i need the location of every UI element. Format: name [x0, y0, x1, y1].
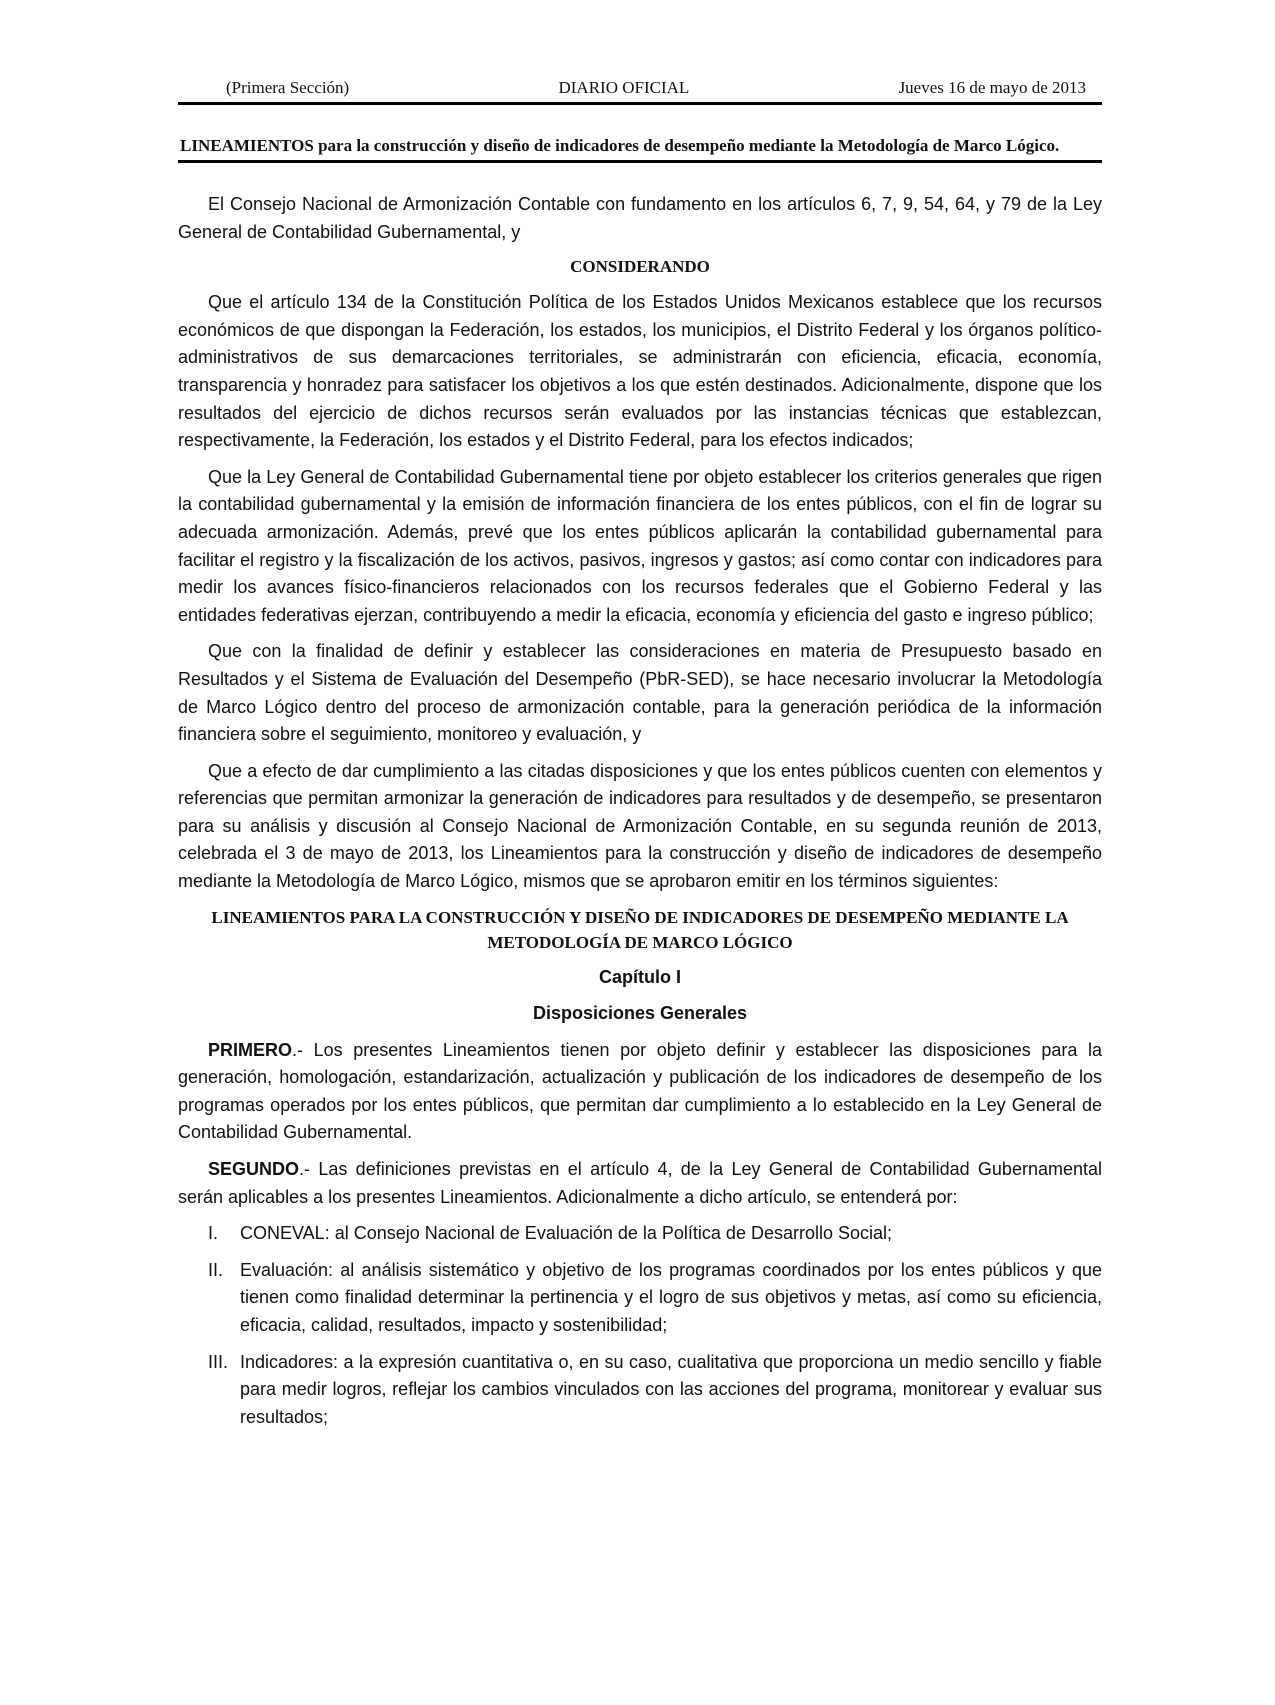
primero-label: PRIMERO: [208, 1039, 293, 1060]
definition-item: [178, 1349, 1102, 1432]
document-body: [178, 191, 1102, 1431]
primero-paragraph: [178, 1037, 1102, 1147]
definition-text: Evaluación: al análisis sistemático y objetivo de los programas coordinados por los entes públicos y que tienen como finalidad determinar la pertinencia y el logro de sus objetivos y metas, así como su eficiencia, eficacia, calidad, resultados, impacto y sostenibilidad;: [240, 1259, 1102, 1335]
considerando-heading: CONSIDERANDO: [570, 257, 710, 277]
considerando-paragraph: Que a efecto de dar cumplimiento a las citadas disposiciones y que los entes públicos cuenten con elementos y referencias que permitan armonizar la generación de indicadores para resultados y de desempeño, se presentaron para su análisis y discusión al Consejo Nacional de Armonización Contable, en su segunda reunión de 2013, celebrada el 3 de mayo de 2013, los Lineamientos para la construcción y diseño de indicadores de desempeño mediante la Metodología de Marco Lógico, mismos que se aprobaron emitir en los términos siguientes:: [178, 760, 1102, 892]
header-date: Jueves 16 de mayo de 2013: [898, 78, 1086, 97]
definition-number: III.: [208, 1351, 229, 1372]
definition-text: CONEVAL: al Consejo Nacional de Evaluación de la Política de Desarrollo Social;: [240, 1223, 893, 1244]
definition-number: I.: [208, 1223, 219, 1244]
definition-text: Indicadores: a la expresión cuantitativa o, en su caso, cualitativa que proporciona un medio sencillo y fiable para medir logros, reflejar los cambios vinculados con las acciones del programa, monitorear y evaluar sus resultados;: [240, 1351, 1102, 1427]
definition-number: II.: [208, 1259, 224, 1280]
document-page: [178, 70, 1102, 1440]
primero-text: .- Los presentes Lineamientos tienen por objeto definir y establecer las disposiciones para la generación, homologación, estandarización, actualización y publicación de los indicadores de desempeño de los programas operados por los entes públicos, que permitan dar cumplimiento a lo establecido en la Ley General de Contabilidad Gubernamental.: [178, 1039, 1102, 1143]
document-title: LINEAMIENTOS para la construcción y diseño de indicadores de desempeño mediante la Metodología de Marco Lógico.: [180, 136, 1060, 155]
intro-paragraph: El Consejo Nacional de Armonización Contable con fundamento en los artículos 6, 7, 9, 54, 64, y 79 de la Ley General de Contabilidad Gubernamental, y: [178, 194, 1102, 242]
definition-item: [178, 1257, 1102, 1340]
segundo-text: .- Las definiciones previstas en el artículo 4, de la Ley General de Contabilidad Gubernamental serán aplicables a los presentes Lineamientos. Adicionalmente a dicho artículo, se entenderá por:: [178, 1159, 1102, 1207]
segundo-label: SEGUNDO: [208, 1159, 300, 1180]
definition-item: [178, 1220, 1102, 1248]
chapter-number: Capítulo I: [599, 966, 681, 987]
title-rule: [178, 160, 1102, 163]
considerando-paragraph: Que el artículo 134 de la Constitución Política de los Estados Unidos Mexicanos establece que los recursos económicos de que dispongan la Federación, los estados, los municipios, el Distrito Federal y los órganos político-administrativos de sus demarcaciones territoriales, se administrarán con eficiencia, eficacia, economía, transparencia y honradez para satisfacer los objetivos a los que estén destinados. Adicionalmente, dispone que los resultados del ejercicio de dichos recursos serán evaluados por las instancias técnicas que establezcan, respectivamente, la Federación, los estados y el Distrito Federal, para los efectos indicados;: [178, 292, 1102, 451]
lineamientos-heading: LINEAMIENTOS PARA LA CONSTRUCCIÓN Y DISEÑO DE INDICADORES DE DESEMPEÑO MEDIANTE LA METODOLOGÍA DE MARCO LÓGICO: [211, 907, 1069, 952]
considerando-paragraph: Que con la finalidad de definir y establecer las consideraciones en materia de Presupuesto basado en Resultados y el Sistema de Evaluación del Desempeño (PbR-SED), se hace necesario involucrar la Metodología de Marco Lógico dentro del proceso de armonización contable, para la generación periódica de la información financiera sobre el seguimiento, monitoreo y evaluación, y: [178, 641, 1102, 745]
segundo-paragraph: [178, 1156, 1102, 1211]
considerando-paragraph: Que la Ley General de Contabilidad Gubernamental tiene por objeto establecer los criterios generales que rigen la contabilidad gubernamental y la emisión de información financiera de los entes públicos, con el fin de lograr su adecuada armonización. Además, prevé que los entes públicos aplicarán la contabilidad gubernamental para facilitar el registro y la fiscalización de los activos, pasivos, ingresos y gastos; así como contar con indicadores para medir los avances físico-financieros relacionados con los recursos federales que el Gobierno Federal y las entidades federativas ejerzan, contribuyendo a medir la eficacia, economía y eficiencia del gasto e ingreso público;: [178, 466, 1102, 625]
header-publication: DIARIO OFICIAL: [558, 78, 690, 97]
header-section: (Primera Sección): [226, 78, 350, 97]
header-rule: [178, 102, 1102, 105]
chapter-title: Disposiciones Generales: [532, 1002, 748, 1023]
page-header: [178, 70, 1102, 98]
